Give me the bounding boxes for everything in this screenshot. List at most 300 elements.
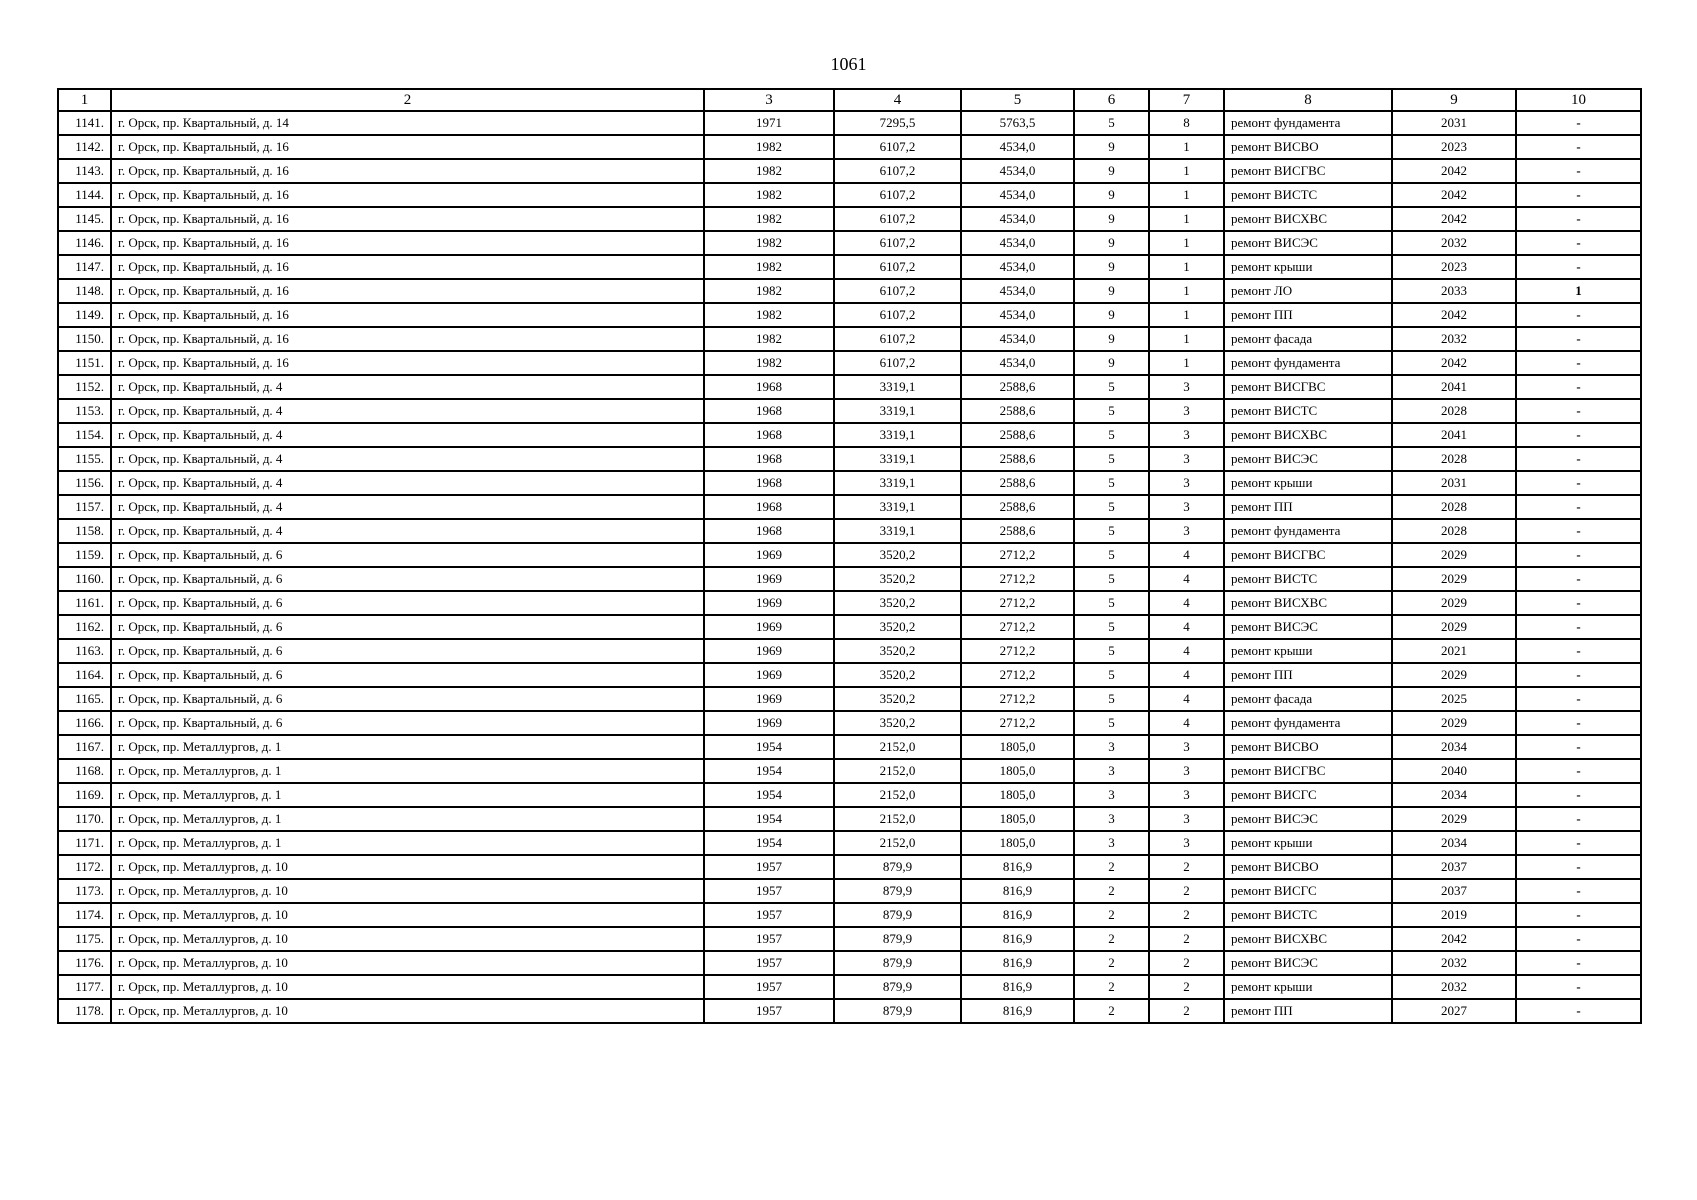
year-cell: 1954 <box>704 735 834 759</box>
table-row <box>58 687 1641 711</box>
note-cell: - <box>1516 423 1641 447</box>
total-area-cell: 3520,2 <box>834 687 961 711</box>
planned-year-cell: 2032 <box>1392 975 1516 999</box>
floors-cell: 5 <box>1074 111 1149 135</box>
entrances-cell: 3 <box>1149 471 1224 495</box>
row-number-cell: 1178. <box>58 999 111 1023</box>
entrances-cell: 1 <box>1149 183 1224 207</box>
address-cell: г. Орск, пр. Квартальный, д. 6 <box>111 591 704 615</box>
note-cell: - <box>1516 567 1641 591</box>
table-row <box>58 831 1641 855</box>
column-header: 6 <box>1074 89 1149 111</box>
planned-year-cell: 2040 <box>1392 759 1516 783</box>
planned-year-cell: 2042 <box>1392 183 1516 207</box>
total-area-cell: 879,9 <box>834 951 961 975</box>
work-type-cell: ремонт ВИСГВС <box>1224 159 1392 183</box>
address-cell: г. Орск, пр. Квартальный, д. 4 <box>111 423 704 447</box>
planned-year-cell: 2021 <box>1392 639 1516 663</box>
living-area-cell: 2712,2 <box>961 639 1074 663</box>
floors-cell: 9 <box>1074 207 1149 231</box>
address-cell: г. Орск, пр. Металлургов, д. 1 <box>111 783 704 807</box>
total-area-cell: 3520,2 <box>834 543 961 567</box>
note-cell: - <box>1516 375 1641 399</box>
row-number-cell: 1165. <box>58 687 111 711</box>
planned-year-cell: 2042 <box>1392 927 1516 951</box>
floors-cell: 2 <box>1074 951 1149 975</box>
floors-cell: 3 <box>1074 759 1149 783</box>
work-type-cell: ремонт крыши <box>1224 975 1392 999</box>
total-area-cell: 3520,2 <box>834 567 961 591</box>
note-cell: - <box>1516 951 1641 975</box>
note-cell: - <box>1516 855 1641 879</box>
table-row <box>58 279 1641 303</box>
row-number-cell: 1163. <box>58 639 111 663</box>
living-area-cell: 816,9 <box>961 855 1074 879</box>
entrances-cell: 3 <box>1149 495 1224 519</box>
table-row <box>58 183 1641 207</box>
entrances-cell: 4 <box>1149 711 1224 735</box>
entrances-cell: 2 <box>1149 855 1224 879</box>
work-type-cell: ремонт крыши <box>1224 471 1392 495</box>
floors-cell: 3 <box>1074 831 1149 855</box>
work-type-cell: ремонт ВИСХВС <box>1224 927 1392 951</box>
note-cell: - <box>1516 903 1641 927</box>
year-cell: 1982 <box>704 327 834 351</box>
address-cell: г. Орск, пр. Металлургов, д. 10 <box>111 927 704 951</box>
table-row <box>58 351 1641 375</box>
work-type-cell: ремонт ВИСВО <box>1224 855 1392 879</box>
address-cell: г. Орск, пр. Металлургов, д. 10 <box>111 975 704 999</box>
entrances-cell: 3 <box>1149 759 1224 783</box>
row-number-cell: 1161. <box>58 591 111 615</box>
year-cell: 1968 <box>704 495 834 519</box>
table-row <box>58 255 1641 279</box>
row-number-cell: 1167. <box>58 735 111 759</box>
entrances-cell: 4 <box>1149 567 1224 591</box>
row-number-cell: 1142. <box>58 135 111 159</box>
living-area-cell: 4534,0 <box>961 303 1074 327</box>
row-number-cell: 1157. <box>58 495 111 519</box>
row-number-cell: 1146. <box>58 231 111 255</box>
total-area-cell: 6107,2 <box>834 231 961 255</box>
total-area-cell: 3520,2 <box>834 591 961 615</box>
living-area-cell: 816,9 <box>961 927 1074 951</box>
work-type-cell: ремонт ВИСТС <box>1224 903 1392 927</box>
work-type-cell: ремонт ПП <box>1224 999 1392 1023</box>
row-number-cell: 1173. <box>58 879 111 903</box>
planned-year-cell: 2028 <box>1392 495 1516 519</box>
table-row <box>58 999 1641 1023</box>
row-number-cell: 1175. <box>58 927 111 951</box>
floors-cell: 5 <box>1074 567 1149 591</box>
floors-cell: 9 <box>1074 231 1149 255</box>
living-area-cell: 2588,6 <box>961 399 1074 423</box>
floors-cell: 5 <box>1074 519 1149 543</box>
year-cell: 1982 <box>704 135 834 159</box>
total-area-cell: 3319,1 <box>834 423 961 447</box>
table-row <box>58 663 1641 687</box>
planned-year-cell: 2023 <box>1392 135 1516 159</box>
floors-cell: 9 <box>1074 279 1149 303</box>
entrances-cell: 2 <box>1149 903 1224 927</box>
floors-cell: 2 <box>1074 927 1149 951</box>
total-area-cell: 2152,0 <box>834 783 961 807</box>
living-area-cell: 1805,0 <box>961 735 1074 759</box>
total-area-cell: 7295,5 <box>834 111 961 135</box>
table-row <box>58 975 1641 999</box>
floors-cell: 9 <box>1074 351 1149 375</box>
work-type-cell: ремонт фундамента <box>1224 351 1392 375</box>
note-cell: - <box>1516 879 1641 903</box>
floors-cell: 9 <box>1074 255 1149 279</box>
address-cell: г. Орск, пр. Металлургов, д. 1 <box>111 807 704 831</box>
row-number-cell: 1171. <box>58 831 111 855</box>
planned-year-cell: 2042 <box>1392 351 1516 375</box>
table-row <box>58 327 1641 351</box>
entrances-cell: 1 <box>1149 351 1224 375</box>
work-type-cell: ремонт ВИСГС <box>1224 879 1392 903</box>
floors-cell: 5 <box>1074 687 1149 711</box>
address-cell: г. Орск, пр. Квартальный, д. 16 <box>111 255 704 279</box>
row-number-cell: 1152. <box>58 375 111 399</box>
address-cell: г. Орск, пр. Металлургов, д. 10 <box>111 903 704 927</box>
row-number-cell: 1151. <box>58 351 111 375</box>
address-cell: г. Орск, пр. Металлургов, д. 10 <box>111 855 704 879</box>
column-header: 7 <box>1149 89 1224 111</box>
table-row <box>58 471 1641 495</box>
total-area-cell: 6107,2 <box>834 279 961 303</box>
year-cell: 1968 <box>704 519 834 543</box>
row-number-cell: 1172. <box>58 855 111 879</box>
work-type-cell: ремонт ВИСТС <box>1224 567 1392 591</box>
planned-year-cell: 2034 <box>1392 831 1516 855</box>
address-cell: г. Орск, пр. Квартальный, д. 16 <box>111 159 704 183</box>
year-cell: 1957 <box>704 999 834 1023</box>
address-cell: г. Орск, пр. Квартальный, д. 16 <box>111 303 704 327</box>
living-area-cell: 1805,0 <box>961 807 1074 831</box>
floors-cell: 2 <box>1074 903 1149 927</box>
living-area-cell: 4534,0 <box>961 279 1074 303</box>
table-row <box>58 375 1641 399</box>
work-type-cell: ремонт ВИСГВС <box>1224 543 1392 567</box>
planned-year-cell: 2042 <box>1392 159 1516 183</box>
address-cell: г. Орск, пр. Квартальный, д. 6 <box>111 639 704 663</box>
living-area-cell: 2588,6 <box>961 423 1074 447</box>
year-cell: 1968 <box>704 447 834 471</box>
table-row <box>58 423 1641 447</box>
year-cell: 1982 <box>704 183 834 207</box>
living-area-cell: 816,9 <box>961 879 1074 903</box>
living-area-cell: 2712,2 <box>961 663 1074 687</box>
entrances-cell: 3 <box>1149 399 1224 423</box>
total-area-cell: 3319,1 <box>834 471 961 495</box>
planned-year-cell: 2041 <box>1392 423 1516 447</box>
year-cell: 1957 <box>704 879 834 903</box>
row-number-cell: 1158. <box>58 519 111 543</box>
note-cell: - <box>1516 231 1641 255</box>
address-cell: г. Орск, пр. Квартальный, д. 4 <box>111 399 704 423</box>
work-type-cell: ремонт ВИСГВС <box>1224 375 1392 399</box>
note-cell: - <box>1516 615 1641 639</box>
address-cell: г. Орск, пр. Квартальный, д. 14 <box>111 111 704 135</box>
entrances-cell: 8 <box>1149 111 1224 135</box>
table-row <box>58 879 1641 903</box>
address-cell: г. Орск, пр. Квартальный, д. 4 <box>111 375 704 399</box>
row-number-cell: 1149. <box>58 303 111 327</box>
total-area-cell: 879,9 <box>834 999 961 1023</box>
address-cell: г. Орск, пр. Квартальный, д. 6 <box>111 663 704 687</box>
note-cell: - <box>1516 975 1641 999</box>
row-number-cell: 1176. <box>58 951 111 975</box>
table-row <box>58 495 1641 519</box>
total-area-cell: 879,9 <box>834 975 961 999</box>
note-cell: - <box>1516 303 1641 327</box>
planned-year-cell: 2032 <box>1392 327 1516 351</box>
floors-cell: 5 <box>1074 495 1149 519</box>
table-body <box>58 111 1641 1023</box>
entrances-cell: 1 <box>1149 303 1224 327</box>
floors-cell: 5 <box>1074 423 1149 447</box>
table-row <box>58 711 1641 735</box>
year-cell: 1968 <box>704 399 834 423</box>
living-area-cell: 5763,5 <box>961 111 1074 135</box>
floors-cell: 5 <box>1074 663 1149 687</box>
entrances-cell: 1 <box>1149 135 1224 159</box>
planned-year-cell: 2037 <box>1392 855 1516 879</box>
living-area-cell: 2588,6 <box>961 495 1074 519</box>
work-type-cell: ремонт ВИСХВС <box>1224 423 1392 447</box>
entrances-cell: 3 <box>1149 831 1224 855</box>
planned-year-cell: 2027 <box>1392 999 1516 1023</box>
column-header: 10 <box>1516 89 1641 111</box>
note-cell: - <box>1516 135 1641 159</box>
work-type-cell: ремонт ВИСЭС <box>1224 447 1392 471</box>
note-cell: - <box>1516 639 1641 663</box>
work-type-cell: ремонт крыши <box>1224 255 1392 279</box>
note-cell: - <box>1516 519 1641 543</box>
living-area-cell: 816,9 <box>961 951 1074 975</box>
living-area-cell: 2712,2 <box>961 543 1074 567</box>
planned-year-cell: 2029 <box>1392 615 1516 639</box>
entrances-cell: 3 <box>1149 807 1224 831</box>
work-type-cell: ремонт ВИСЭС <box>1224 951 1392 975</box>
living-area-cell: 816,9 <box>961 999 1074 1023</box>
floors-cell: 3 <box>1074 735 1149 759</box>
address-cell: г. Орск, пр. Квартальный, д. 6 <box>111 615 704 639</box>
address-cell: г. Орск, пр. Квартальный, д. 16 <box>111 327 704 351</box>
row-number-cell: 1177. <box>58 975 111 999</box>
row-number-cell: 1156. <box>58 471 111 495</box>
work-type-cell: ремонт ВИСТС <box>1224 183 1392 207</box>
table-row <box>58 759 1641 783</box>
work-type-cell: ремонт фундамента <box>1224 711 1392 735</box>
total-area-cell: 879,9 <box>834 927 961 951</box>
entrances-cell: 4 <box>1149 543 1224 567</box>
entrances-cell: 3 <box>1149 783 1224 807</box>
address-cell: г. Орск, пр. Квартальный, д. 16 <box>111 207 704 231</box>
total-area-cell: 6107,2 <box>834 135 961 159</box>
year-cell: 1968 <box>704 375 834 399</box>
work-type-cell: ремонт фундамента <box>1224 111 1392 135</box>
planned-year-cell: 2029 <box>1392 567 1516 591</box>
planned-year-cell: 2031 <box>1392 471 1516 495</box>
work-type-cell: ремонт ВИСВО <box>1224 135 1392 159</box>
address-cell: г. Орск, пр. Квартальный, д. 6 <box>111 567 704 591</box>
row-number-cell: 1168. <box>58 759 111 783</box>
note-cell: - <box>1516 159 1641 183</box>
column-header: 8 <box>1224 89 1392 111</box>
row-number-cell: 1155. <box>58 447 111 471</box>
entrances-cell: 3 <box>1149 735 1224 759</box>
year-cell: 1982 <box>704 159 834 183</box>
floors-cell: 5 <box>1074 639 1149 663</box>
entrances-cell: 2 <box>1149 927 1224 951</box>
year-cell: 1969 <box>704 615 834 639</box>
table-row <box>58 807 1641 831</box>
floors-cell: 3 <box>1074 783 1149 807</box>
planned-year-cell: 2025 <box>1392 687 1516 711</box>
note-cell: - <box>1516 927 1641 951</box>
entrances-cell: 1 <box>1149 159 1224 183</box>
planned-year-cell: 2037 <box>1392 879 1516 903</box>
row-number-cell: 1148. <box>58 279 111 303</box>
living-area-cell: 4534,0 <box>961 183 1074 207</box>
address-cell: г. Орск, пр. Металлургов, д. 1 <box>111 735 704 759</box>
planned-year-cell: 2019 <box>1392 903 1516 927</box>
total-area-cell: 6107,2 <box>834 183 961 207</box>
total-area-cell: 2152,0 <box>834 807 961 831</box>
row-number-cell: 1162. <box>58 615 111 639</box>
table-row <box>58 447 1641 471</box>
column-header: 4 <box>834 89 961 111</box>
floors-cell: 9 <box>1074 135 1149 159</box>
row-number-cell: 1144. <box>58 183 111 207</box>
column-header: 1 <box>58 89 111 111</box>
year-cell: 1969 <box>704 591 834 615</box>
note-cell: - <box>1516 471 1641 495</box>
entrances-cell: 1 <box>1149 255 1224 279</box>
table-row <box>58 543 1641 567</box>
note-cell: - <box>1516 399 1641 423</box>
planned-year-cell: 2028 <box>1392 519 1516 543</box>
row-number-cell: 1150. <box>58 327 111 351</box>
work-type-cell: ремонт фасада <box>1224 327 1392 351</box>
row-number-cell: 1153. <box>58 399 111 423</box>
living-area-cell: 2712,2 <box>961 567 1074 591</box>
work-type-cell: ремонт ПП <box>1224 495 1392 519</box>
floors-cell: 3 <box>1074 807 1149 831</box>
work-type-cell: ремонт ПП <box>1224 303 1392 327</box>
table-row <box>58 567 1641 591</box>
planned-year-cell: 2031 <box>1392 111 1516 135</box>
entrances-cell: 3 <box>1149 519 1224 543</box>
living-area-cell: 4534,0 <box>961 327 1074 351</box>
living-area-cell: 816,9 <box>961 975 1074 999</box>
note-cell: - <box>1516 663 1641 687</box>
total-area-cell: 879,9 <box>834 903 961 927</box>
row-number-cell: 1145. <box>58 207 111 231</box>
total-area-cell: 6107,2 <box>834 351 961 375</box>
work-type-cell: ремонт ЛО <box>1224 279 1392 303</box>
living-area-cell: 4534,0 <box>961 351 1074 375</box>
total-area-cell: 2152,0 <box>834 735 961 759</box>
year-cell: 1982 <box>704 231 834 255</box>
planned-year-cell: 2029 <box>1392 591 1516 615</box>
table-row <box>58 303 1641 327</box>
table-row <box>58 207 1641 231</box>
total-area-cell: 3319,1 <box>834 495 961 519</box>
address-cell: г. Орск, пр. Металлургов, д. 10 <box>111 999 704 1023</box>
address-cell: г. Орск, пр. Квартальный, д. 4 <box>111 471 704 495</box>
entrances-cell: 3 <box>1149 423 1224 447</box>
column-header: 9 <box>1392 89 1516 111</box>
total-area-cell: 6107,2 <box>834 159 961 183</box>
address-cell: г. Орск, пр. Металлургов, д. 1 <box>111 831 704 855</box>
year-cell: 1954 <box>704 783 834 807</box>
entrances-cell: 1 <box>1149 207 1224 231</box>
table-row <box>58 135 1641 159</box>
row-number-cell: 1169. <box>58 783 111 807</box>
table-row <box>58 615 1641 639</box>
total-area-cell: 6107,2 <box>834 327 961 351</box>
entrances-cell: 4 <box>1149 663 1224 687</box>
column-header: 3 <box>704 89 834 111</box>
note-cell: - <box>1516 831 1641 855</box>
row-number-cell: 1154. <box>58 423 111 447</box>
address-cell: г. Орск, пр. Квартальный, д. 6 <box>111 543 704 567</box>
row-number-cell: 1170. <box>58 807 111 831</box>
work-type-cell: ремонт ВИСХВС <box>1224 207 1392 231</box>
work-type-cell: ремонт ВИСЭС <box>1224 231 1392 255</box>
planned-year-cell: 2032 <box>1392 231 1516 255</box>
living-area-cell: 2712,2 <box>961 591 1074 615</box>
planned-year-cell: 2032 <box>1392 951 1516 975</box>
living-area-cell: 2712,2 <box>961 711 1074 735</box>
total-area-cell: 3520,2 <box>834 615 961 639</box>
table-header-row <box>58 89 1641 111</box>
total-area-cell: 879,9 <box>834 879 961 903</box>
floors-cell: 5 <box>1074 543 1149 567</box>
row-number-cell: 1141. <box>58 111 111 135</box>
address-cell: г. Орск, пр. Квартальный, д. 16 <box>111 351 704 375</box>
floors-cell: 5 <box>1074 615 1149 639</box>
note-cell: - <box>1516 807 1641 831</box>
total-area-cell: 2152,0 <box>834 759 961 783</box>
note-cell: - <box>1516 447 1641 471</box>
address-cell: г. Орск, пр. Квартальный, д. 6 <box>111 711 704 735</box>
page-number: 1061 <box>830 54 867 74</box>
living-area-cell: 4534,0 <box>961 135 1074 159</box>
year-cell: 1968 <box>704 423 834 447</box>
year-cell: 1982 <box>704 303 834 327</box>
living-area-cell: 4534,0 <box>961 231 1074 255</box>
planned-year-cell: 2029 <box>1392 807 1516 831</box>
note-cell: - <box>1516 783 1641 807</box>
entrances-cell: 4 <box>1149 591 1224 615</box>
note-cell: - <box>1516 735 1641 759</box>
work-type-cell: ремонт ВИСВО <box>1224 735 1392 759</box>
table-row <box>58 639 1641 663</box>
work-type-cell: ремонт крыши <box>1224 831 1392 855</box>
total-area-cell: 3319,1 <box>834 519 961 543</box>
floors-cell: 2 <box>1074 999 1149 1023</box>
floors-cell: 9 <box>1074 183 1149 207</box>
year-cell: 1969 <box>704 711 834 735</box>
work-type-cell: ремонт ВИСГВС <box>1224 759 1392 783</box>
total-area-cell: 3319,1 <box>834 375 961 399</box>
living-area-cell: 4534,0 <box>961 207 1074 231</box>
note-cell: - <box>1516 591 1641 615</box>
